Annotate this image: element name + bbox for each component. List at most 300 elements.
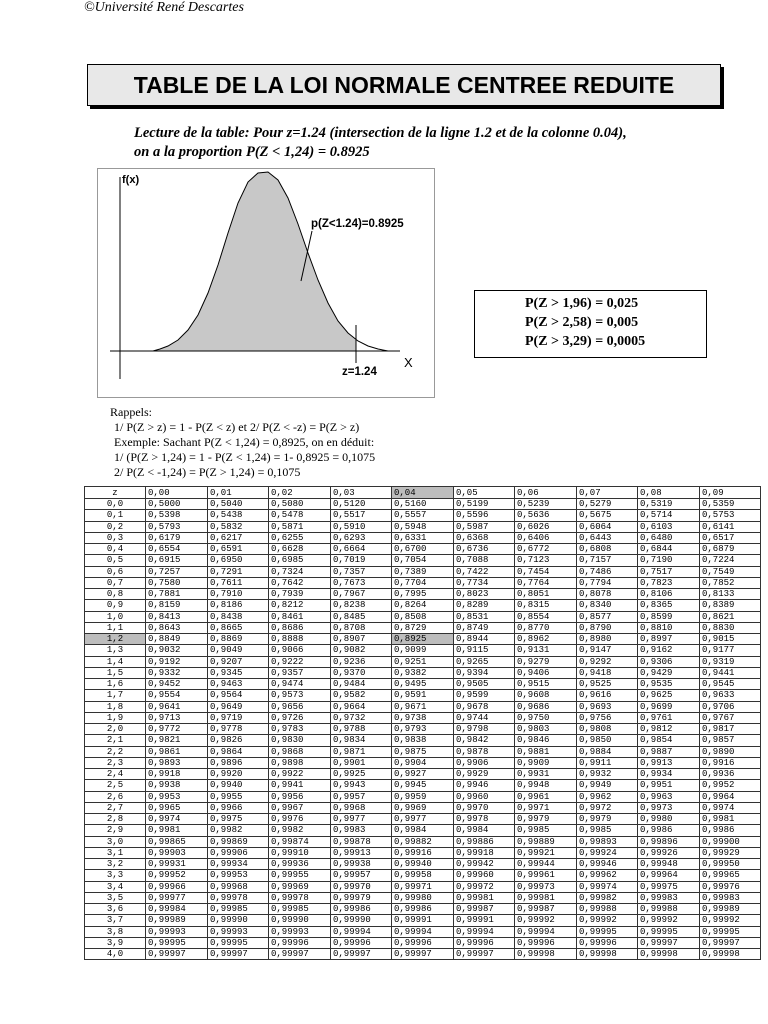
table-cell: 0,99924 [577, 847, 638, 858]
table-row [85, 656, 761, 667]
table-row [85, 600, 761, 611]
table-cell: 0,9265 [454, 656, 515, 667]
table-cell: 0,8365 [638, 600, 700, 611]
table-cell: 0,9441 [700, 667, 761, 678]
table-cell: 0,99874 [269, 836, 331, 847]
table-cell: 0,8621 [700, 611, 761, 622]
table-cell: 0,99997 [392, 949, 454, 960]
table-cell: 0,9931 [515, 769, 577, 780]
table-cell: 0,8340 [577, 600, 638, 611]
table-cell: 0,9977 [392, 814, 454, 825]
table-cell: 0,9671 [392, 701, 454, 712]
table-cell: 0,99980 [392, 892, 454, 903]
table-cell: 0,8461 [269, 611, 331, 622]
table-cell: 0,9015 [700, 634, 761, 645]
table-row [85, 780, 761, 791]
table-row [85, 814, 761, 825]
column-header: 0,01 [208, 487, 269, 499]
table-cell: 0,99989 [700, 904, 761, 915]
table-cell: 0,99896 [638, 836, 700, 847]
table-cell: 0,9982 [208, 825, 269, 836]
row-header-z: 1,5 [85, 667, 146, 678]
table-cell: 0,99962 [577, 870, 638, 881]
table-cell: 0,99929 [700, 847, 761, 858]
table-cell: 0,9099 [392, 645, 454, 656]
table-cell: 0,9985 [515, 825, 577, 836]
table-cell: 0,9934 [638, 769, 700, 780]
table-cell: 0,9965 [146, 802, 208, 813]
table-row [85, 532, 761, 543]
reminder-example-1: 1/ (P(Z > 1,24) = 1 - P(Z < 1,24) = 1- 0,8925 = 0,1075 [114, 450, 376, 464]
table-cell: 0,9767 [700, 712, 761, 723]
table-cell: 0,9909 [515, 757, 577, 768]
table-cell: 0,9678 [454, 701, 515, 712]
table-cell: 0,8051 [515, 589, 577, 600]
table-cell: 0,99987 [515, 904, 577, 915]
table-cell: 0,6664 [331, 544, 392, 555]
table-cell: 0,7910 [208, 589, 269, 600]
row-header-z: 3,3 [85, 870, 146, 881]
table-cell: 0,7881 [146, 589, 208, 600]
table-cell: 0,9868 [269, 746, 331, 757]
table-cell: 0,8729 [392, 622, 454, 633]
table-cell: 0,9162 [638, 645, 700, 656]
table-cell: 0,99921 [515, 847, 577, 858]
y-axis-label: f(x) [122, 174, 140, 186]
table-cell: 0,5199 [454, 499, 515, 510]
table-cell: 0,9976 [269, 814, 331, 825]
table-cell: 0,8962 [515, 634, 577, 645]
z-table [84, 486, 761, 960]
table-cell: 0,9525 [577, 679, 638, 690]
table-cell: 0,6064 [577, 521, 638, 532]
table-cell: 0,99865 [146, 836, 208, 847]
table-cell: 0,99926 [638, 847, 700, 858]
table-cell: 0,99992 [577, 915, 638, 926]
critical-value-1: P(Z > 1,96) = 0,025 [525, 296, 639, 311]
table-body [85, 499, 761, 960]
table-cell: 0,9382 [392, 667, 454, 678]
table-cell: 0,99964 [638, 870, 700, 881]
table-cell: 0,6255 [269, 532, 331, 543]
table-cell: 0,9515 [515, 679, 577, 690]
table-cell: 0,99955 [269, 870, 331, 881]
table-cell: 0,5517 [331, 510, 392, 521]
table-cell: 0,99970 [331, 881, 392, 892]
column-header-z: z [85, 487, 146, 499]
table-cell: 0,9906 [454, 757, 515, 768]
table-cell: 0,99948 [638, 859, 700, 870]
table-cell: 0,99900 [700, 836, 761, 847]
table-row [85, 589, 761, 600]
table-cell: 0,99886 [454, 836, 515, 847]
table-cell: 0,5040 [208, 499, 269, 510]
table-cell: 0,9842 [454, 735, 515, 746]
table-row [85, 566, 761, 577]
table-cell: 0,9961 [515, 791, 577, 802]
table-cell: 0,6443 [577, 532, 638, 543]
table-cell: 0,8643 [146, 622, 208, 633]
table-row [85, 870, 761, 881]
table-cell: 0,99978 [269, 892, 331, 903]
table-cell: 0,99995 [208, 937, 269, 948]
table-cell: 0,9699 [638, 701, 700, 712]
table-cell: 0,5596 [454, 510, 515, 521]
table-cell: 0,9864 [208, 746, 269, 757]
table-cell: 0,99913 [331, 847, 392, 858]
table-cell: 0,9838 [392, 735, 454, 746]
table-cell: 0,99996 [392, 937, 454, 948]
table-cell: 0,9945 [392, 780, 454, 791]
table-cell: 0,99992 [700, 915, 761, 926]
table-cell: 0,99995 [146, 937, 208, 948]
table-cell: 0,99998 [515, 949, 577, 960]
table-cell: 0,5080 [269, 499, 331, 510]
table-cell: 0,5438 [208, 510, 269, 521]
table-cell: 0,9463 [208, 679, 269, 690]
table-cell: 0,9292 [577, 656, 638, 667]
table-cell: 0,9973 [638, 802, 700, 813]
table-cell: 0,9927 [392, 769, 454, 780]
table-cell: 0,99990 [208, 915, 269, 926]
table-cell: 0,7357 [331, 566, 392, 577]
table-cell: 0,8554 [515, 611, 577, 622]
table-cell: 0,8315 [515, 600, 577, 611]
table-cell: 0,99893 [577, 836, 638, 847]
table-cell: 0,7823 [638, 577, 700, 588]
critical-values-box [474, 290, 707, 358]
copyright-notice: ©Université René Descartes [84, 0, 244, 15]
table-cell: 0,9975 [208, 814, 269, 825]
row-header-z: 2,9 [85, 825, 146, 836]
table-cell: 0,99971 [392, 881, 454, 892]
table-cell: 0,7852 [700, 577, 761, 588]
table-cell: 0,5987 [454, 521, 515, 532]
table-cell: 0,6293 [331, 532, 392, 543]
column-header: 0,02 [269, 487, 331, 499]
table-cell: 0,9032 [146, 645, 208, 656]
table-cell: 0,9616 [577, 690, 638, 701]
table-cell: 0,5948 [392, 521, 454, 532]
table-cell: 0,99973 [515, 881, 577, 892]
reading-line-2: on a la proportion P(Z < 1,24) = 0.8925 [134, 144, 370, 160]
table-cell: 0,9798 [454, 724, 515, 735]
table-cell: 0,9925 [331, 769, 392, 780]
row-header-z: 0,1 [85, 510, 146, 521]
table-cell: 0,9706 [700, 701, 761, 712]
table-cell: 0,9948 [515, 780, 577, 791]
table-cell: 0,6554 [146, 544, 208, 555]
table-cell: 0,9649 [208, 701, 269, 712]
table-row [85, 791, 761, 802]
table-cell: 0,9812 [638, 724, 700, 735]
table-cell: 0,6879 [700, 544, 761, 555]
row-header-z: 2,6 [85, 791, 146, 802]
table-cell: 0,9986 [638, 825, 700, 836]
table-cell: 0,9545 [700, 679, 761, 690]
reminder-rule: 1/ P(Z > z) = 1 - P(Z < z) et 2/ P(Z < -z) = P(Z > z) [114, 420, 360, 434]
table-cell: 0,99985 [208, 904, 269, 915]
row-header-z: 1,1 [85, 622, 146, 633]
table-cell: 0,9306 [638, 656, 700, 667]
table-cell: 0,99998 [700, 949, 761, 960]
table-cell: 0,8869 [208, 634, 269, 645]
table-row [85, 892, 761, 903]
table-cell: 0,6406 [515, 532, 577, 543]
table-cell: 0,99997 [331, 949, 392, 960]
table-cell: 0,99972 [454, 881, 515, 892]
table-cell: 0,99994 [515, 926, 577, 937]
table-cell: 0,9641 [146, 701, 208, 712]
table-row [85, 622, 761, 633]
table-cell: 0,9871 [331, 746, 392, 757]
table-cell: 0,9980 [638, 814, 700, 825]
table-cell: 0,9962 [577, 791, 638, 802]
table-cell: 0,9884 [577, 746, 638, 757]
table-cell: 0,9977 [331, 814, 392, 825]
table-cell: 0,6808 [577, 544, 638, 555]
table-cell: 0,6179 [146, 532, 208, 543]
row-header-z: 0,3 [85, 532, 146, 543]
table-cell: 0,9131 [515, 645, 577, 656]
table-cell: 0,7422 [454, 566, 515, 577]
table-cell: 0,5239 [515, 499, 577, 510]
table-cell: 0,99986 [392, 904, 454, 915]
table-cell: 0,9066 [269, 645, 331, 656]
row-header-z: 0,5 [85, 555, 146, 566]
table-cell: 0,99869 [208, 836, 269, 847]
table-cell: 0,9554 [146, 690, 208, 701]
table-cell: 0,8577 [577, 611, 638, 622]
table-cell: 0,8238 [331, 600, 392, 611]
table-cell: 0,99944 [515, 859, 577, 870]
table-cell: 0,9664 [331, 701, 392, 712]
table-cell: 0,99934 [208, 859, 269, 870]
table-cell: 0,8133 [700, 589, 761, 600]
table-row [85, 645, 761, 656]
table-cell: 0,7324 [269, 566, 331, 577]
table-cell: 0,8078 [577, 589, 638, 600]
table-cell: 0,9474 [269, 679, 331, 690]
table-cell: 0,9938 [146, 780, 208, 791]
table-cell: 0,9940 [208, 780, 269, 791]
table-cell: 0,9960 [454, 791, 515, 802]
table-cell: 0,99940 [392, 859, 454, 870]
table-cell: 0,8849 [146, 634, 208, 645]
table-row [85, 667, 761, 678]
table-cell: 0,9916 [700, 757, 761, 768]
table-cell: 0,9913 [638, 757, 700, 768]
column-header: 0,07 [577, 487, 638, 499]
table-cell: 0,9319 [700, 656, 761, 667]
table-cell: 0,6628 [269, 544, 331, 555]
table-cell: 0,9985 [577, 825, 638, 836]
table-cell: 0,9535 [638, 679, 700, 690]
table-cell: 0,99965 [700, 870, 761, 881]
row-header-z: 4,0 [85, 949, 146, 960]
table-row [85, 825, 761, 836]
table-cell: 0,6368 [454, 532, 515, 543]
table-cell: 0,9969 [392, 802, 454, 813]
table-cell: 0,99996 [515, 937, 577, 948]
table-cell: 0,9452 [146, 679, 208, 690]
table-row [85, 769, 761, 780]
table-cell: 0,6844 [638, 544, 700, 555]
table-cell: 0,99976 [700, 881, 761, 892]
table-cell: 0,9983 [331, 825, 392, 836]
row-header-z: 0,4 [85, 544, 146, 555]
table-cell: 0,8186 [208, 600, 269, 611]
row-header-z: 3,1 [85, 847, 146, 858]
table-cell: 0,8997 [638, 634, 700, 645]
table-cell: 0,8264 [392, 600, 454, 611]
table-cell: 0,9788 [331, 724, 392, 735]
table-cell: 0,99996 [577, 937, 638, 948]
table-cell: 0,99958 [392, 870, 454, 881]
table-cell: 0,6591 [208, 544, 269, 555]
table-cell: 0,99878 [331, 836, 392, 847]
table-cell: 0,6517 [700, 532, 761, 543]
table-cell: 0,99995 [638, 926, 700, 937]
table-cell: 0,9582 [331, 690, 392, 701]
row-header-z: 2,8 [85, 814, 146, 825]
table-cell: 0,9207 [208, 656, 269, 667]
table-cell: 0,7291 [208, 566, 269, 577]
row-header-z: 2,0 [85, 724, 146, 735]
table-cell: 0,99969 [269, 881, 331, 892]
table-cell: 0,99985 [269, 904, 331, 915]
table-cell: 0,99998 [577, 949, 638, 960]
table-cell: 0,9979 [515, 814, 577, 825]
table-cell: 0,99995 [577, 926, 638, 937]
table-cell: 0,8485 [331, 611, 392, 622]
table-cell: 0,9922 [269, 769, 331, 780]
table-cell: 0,99997 [700, 937, 761, 948]
table-cell: 0,7454 [515, 566, 577, 577]
table-cell: 0,8023 [454, 589, 515, 600]
table-cell: 0,5832 [208, 521, 269, 532]
table-cell: 0,9719 [208, 712, 269, 723]
table-cell: 0,5160 [392, 499, 454, 510]
row-header-z: 0,8 [85, 589, 146, 600]
table-row [85, 746, 761, 757]
table-cell: 0,5871 [269, 521, 331, 532]
table-cell: 0,9633 [700, 690, 761, 701]
table-cell: 0,5279 [577, 499, 638, 510]
table-cell: 0,8980 [577, 634, 638, 645]
table-cell: 0,7939 [269, 589, 331, 600]
table-cell: 0,7486 [577, 566, 638, 577]
table-cell: 0,99995 [700, 926, 761, 937]
table-cell: 0,9957 [331, 791, 392, 802]
row-header-z: 0,0 [85, 499, 146, 510]
table-cell: 0,9744 [454, 712, 515, 723]
reminders [110, 405, 375, 480]
table-cell: 0,6772 [515, 544, 577, 555]
table-cell: 0,9854 [638, 735, 700, 746]
table-cell: 0,7580 [146, 577, 208, 588]
table-row [85, 499, 761, 510]
table-cell: 0,9484 [331, 679, 392, 690]
table-row [85, 544, 761, 555]
table-row [85, 847, 761, 858]
table-cell: 0,9936 [700, 769, 761, 780]
table-cell: 0,99882 [392, 836, 454, 847]
table-cell: 0,8508 [392, 611, 454, 622]
row-header-z: 1,3 [85, 645, 146, 656]
table-cell: 0,9505 [454, 679, 515, 690]
table-cell: 0,6141 [700, 521, 761, 532]
reminders-heading: Rappels: [110, 405, 152, 419]
table-cell: 0,9830 [269, 735, 331, 746]
column-header: 0,06 [515, 487, 577, 499]
table-cell: 0,9966 [208, 802, 269, 813]
table-cell: 0,99994 [454, 926, 515, 937]
table-cell: 0,9946 [454, 780, 515, 791]
table-cell: 0,9418 [577, 667, 638, 678]
table-cell: 0,6950 [208, 555, 269, 566]
table-cell: 0,99983 [638, 892, 700, 903]
table-cell: 0,9808 [577, 724, 638, 735]
table-cell: 0,7995 [392, 589, 454, 600]
table-row [85, 937, 761, 948]
table-cell: 0,99961 [515, 870, 577, 881]
row-header-z: 2,3 [85, 757, 146, 768]
table-cell: 0,99981 [515, 892, 577, 903]
table-cell: 0,9177 [700, 645, 761, 656]
table-cell: 0,8925 [392, 634, 454, 645]
table-cell: 0,8389 [700, 600, 761, 611]
table-cell: 0,9861 [146, 746, 208, 757]
table-cell: 0,9803 [515, 724, 577, 735]
table-cell: 0,8790 [577, 622, 638, 633]
table-row [85, 577, 761, 588]
table-cell: 0,9726 [269, 712, 331, 723]
table-cell: 0,6103 [638, 521, 700, 532]
table-cell: 0,9236 [331, 656, 392, 667]
table-cell: 0,6026 [515, 521, 577, 532]
table-cell: 0,99974 [577, 881, 638, 892]
table-cell: 0,99984 [146, 904, 208, 915]
table-cell: 0,9978 [454, 814, 515, 825]
table-cell: 0,9981 [146, 825, 208, 836]
table-cell: 0,99997 [638, 937, 700, 948]
table-cell: 0,9974 [700, 802, 761, 813]
table-cell: 0,9761 [638, 712, 700, 723]
table-cell: 0,9429 [638, 667, 700, 678]
table-cell: 0,99986 [331, 904, 392, 915]
table-cell: 0,7019 [331, 555, 392, 566]
table-cell: 0,99957 [331, 870, 392, 881]
table-cell: 0,99946 [577, 859, 638, 870]
normal-curve-svg [98, 169, 434, 397]
table-row [85, 679, 761, 690]
table-cell: 0,99982 [577, 892, 638, 903]
table-cell: 0,99992 [638, 915, 700, 926]
table-cell: 0,99997 [269, 949, 331, 960]
table-cell: 0,99950 [700, 859, 761, 870]
table-cell: 0,5398 [146, 510, 208, 521]
table-row [85, 836, 761, 847]
table-cell: 0,9564 [208, 690, 269, 701]
table-row [85, 712, 761, 723]
table-cell: 0,9406 [515, 667, 577, 678]
row-header-z: 2,7 [85, 802, 146, 813]
table-cell: 0,5000 [146, 499, 208, 510]
table-cell: 0,7088 [454, 555, 515, 566]
table-row [85, 757, 761, 768]
column-header: 0,05 [454, 487, 515, 499]
